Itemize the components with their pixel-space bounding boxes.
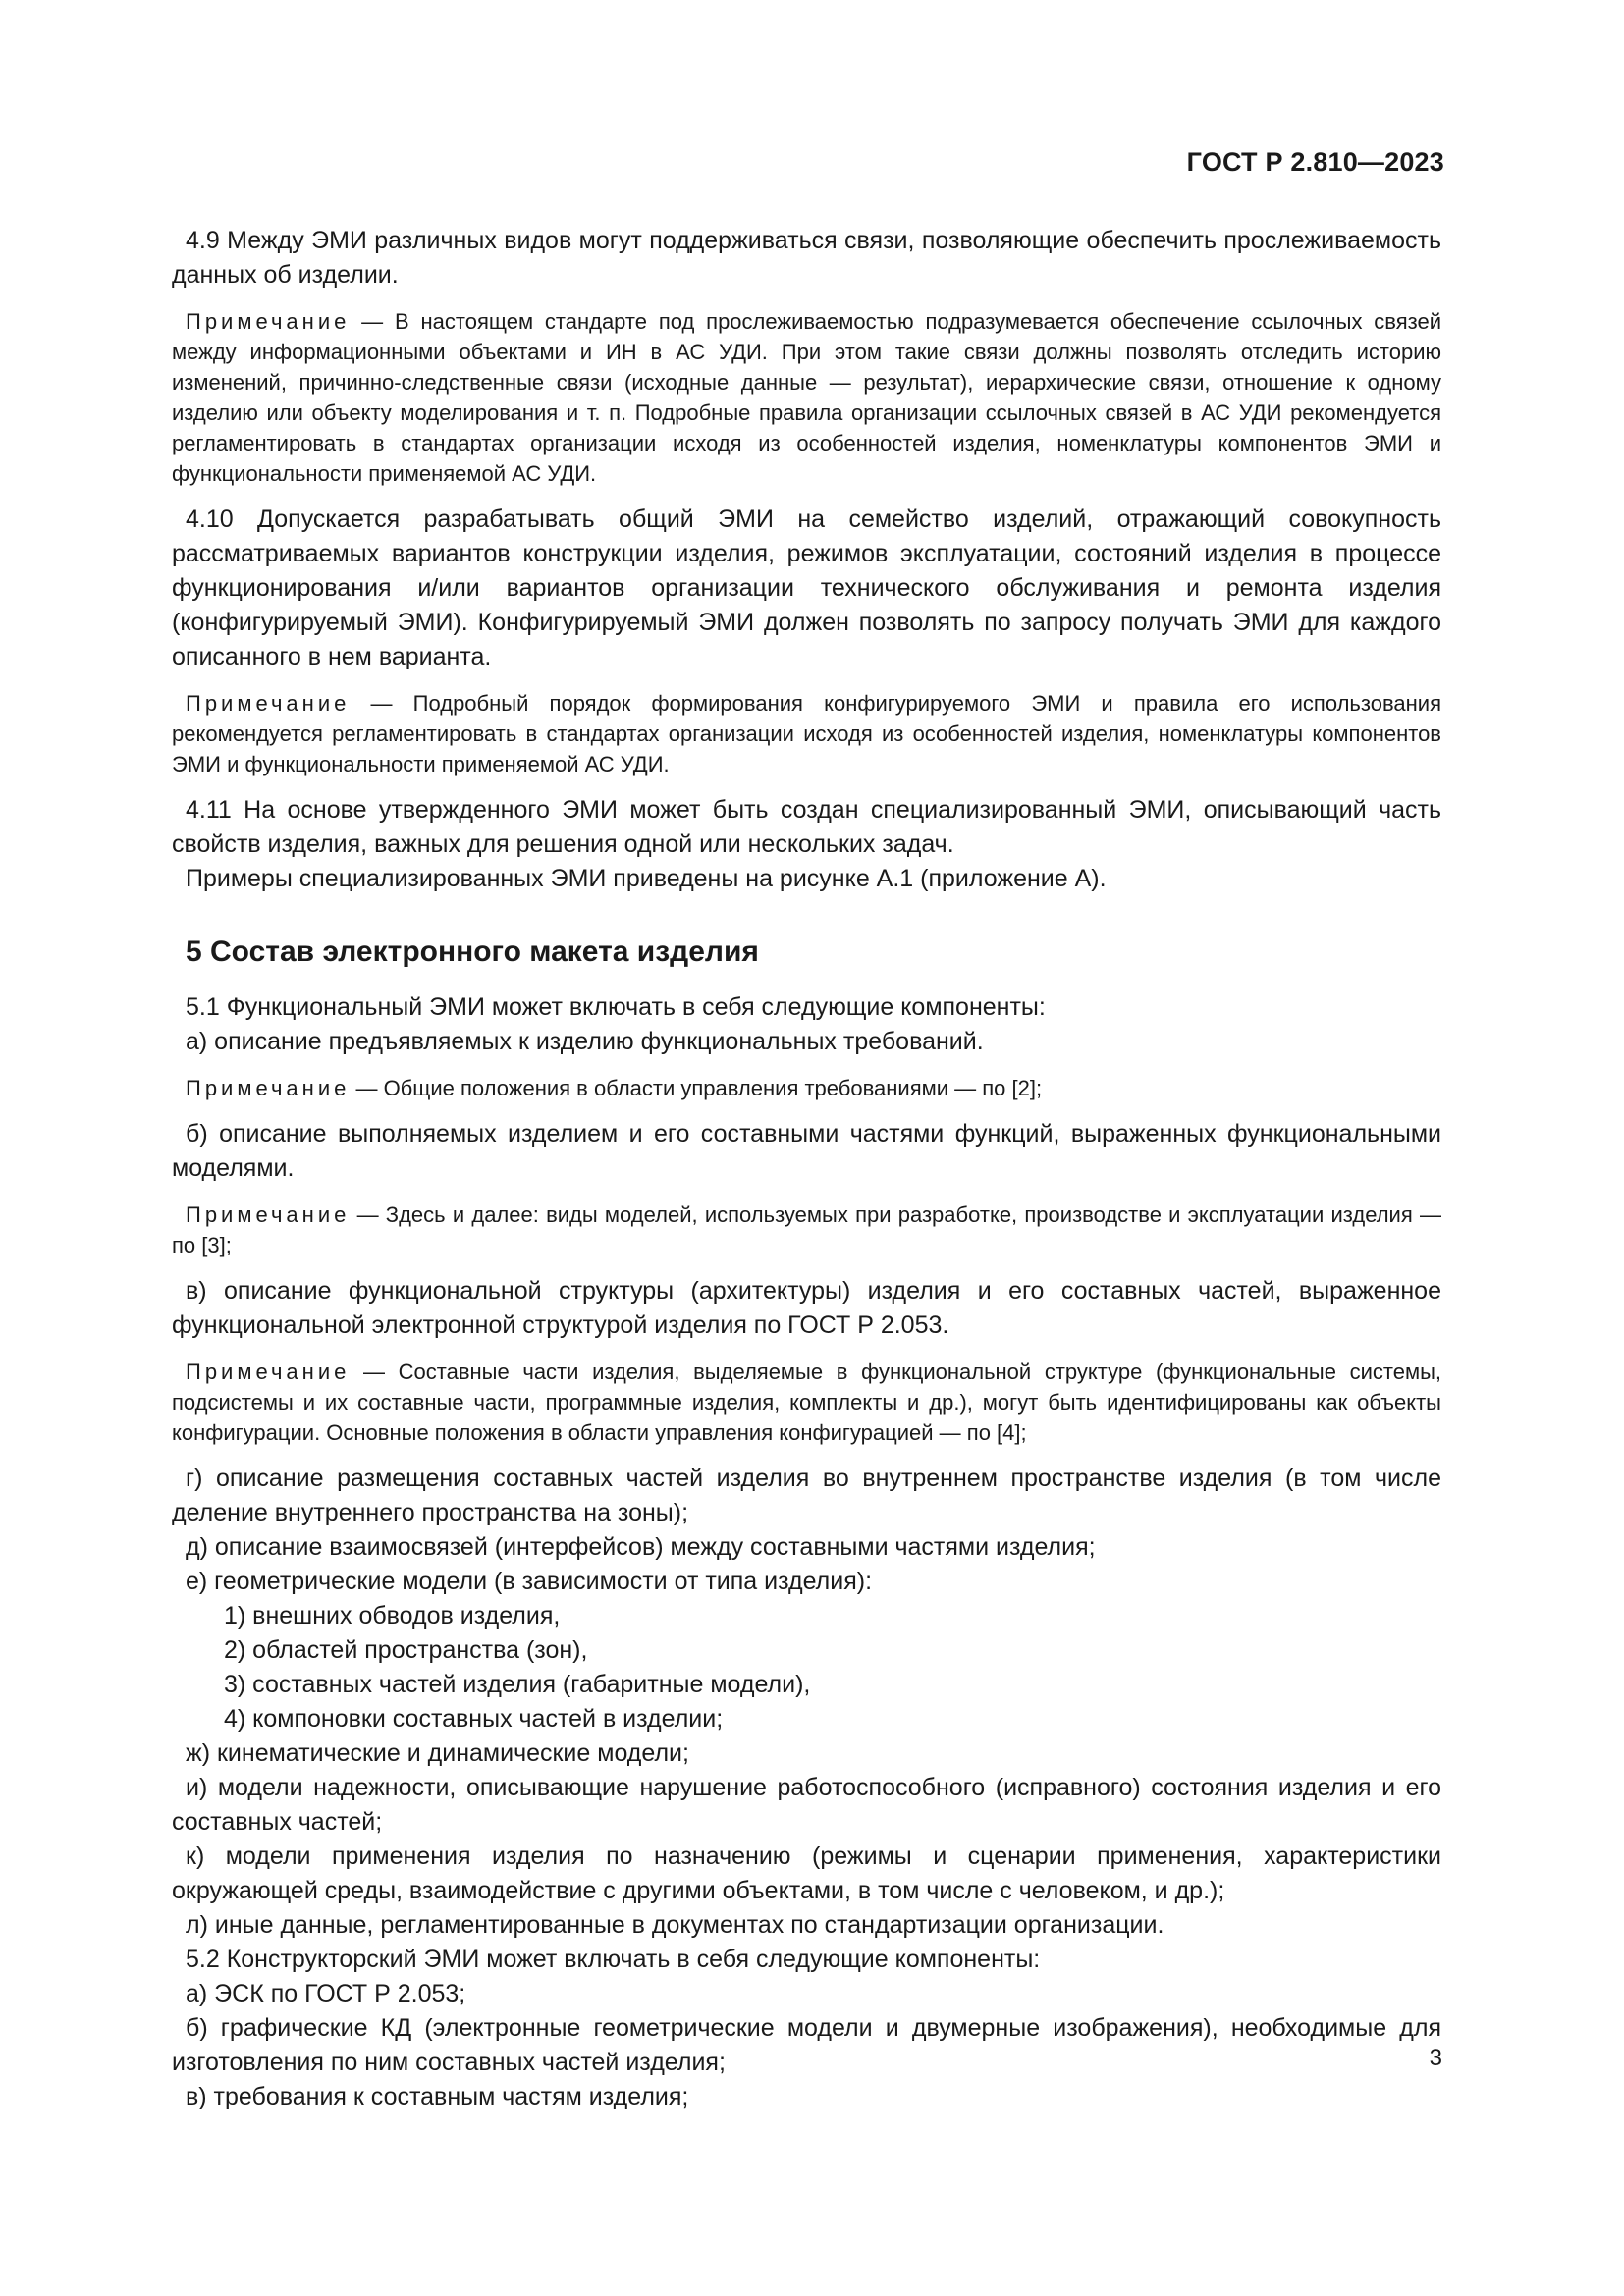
note-text: — В настоящем стандарте под прослеживаемостью подразумевается обеспечение ссылочных связей между информационными объектами и ИН в АС УДИ. При этом такие связи должны позволять отследить историю изменений, причинно-следственные связи (исходные данные — результат), иерархические связи, отношение к одному изделию или объекту моделирования и т. п. Подробные правила организации ссылочных связей в АС УДИ рекомендуется регламентировать в стандартах организации исходя из особенностей изделия, номенклатуры компонентов ЭМИ и функциональности применяемой АС УДИ. [172, 309, 1441, 486]
note-4-10 [172, 688, 1441, 779]
note-text: — Составные части изделия, выделяемые в функциональной структуре (функциональные системы, подсистемы и их составные части, программные изделия, комплекты и др.), могут быть идентифицированы как объекты конфигурации. Основные положения в области управления конфигурацией — по [4]; [172, 1360, 1441, 1445]
clause-5-1-d: д) описание взаимосвязей (интерфейсов) между составными частями изделия; [186, 1533, 1096, 1561]
note-4-9 [172, 306, 1441, 489]
note-text: — Здесь и далее: виды моделей, используемых при разработке, производстве и эксплуатации изделия — по [3]; [172, 1202, 1441, 1257]
note-label: Примечание [186, 691, 351, 716]
clause-5-2: 5.2 Конструкторский ЭМИ может включать в себя следующие компоненты: [186, 1946, 1041, 1973]
clause-5-2-a: а) ЭСК по ГОСТ Р 2.053; [186, 1980, 466, 2007]
clause-5-1-v: в) описание функциональной структуры (архитектуры) изделия и его составных частей, выраженное функциональной электронной структурой изделия по ГОСТ Р 2.053. [172, 1277, 1441, 1339]
note-label: Примечание [186, 1202, 351, 1227]
clause-5-1-i: и) модели надежности, описывающие нарушение работоспособного (исправного) состояния изделия и его составных частей; [172, 1774, 1441, 1836]
clause-4-9: 4.9 Между ЭМИ различных видов могут поддерживаться связи, позволяющие обеспечить прослеживаемость данных об изделии. [172, 227, 1441, 289]
note-5-1-v [172, 1357, 1441, 1448]
clause-5-1-b: б) описание выполняемых изделием и его составными частями функций, выраженных функциональными моделями. [172, 1120, 1441, 1182]
clause-5-1-k: к) модели применения изделия по назначению (режимы и сценарии применения, характеристики окружающей среды, взаимодействие с другими объектами, в том числе с человеком, и др.); [172, 1842, 1441, 1904]
clause-5-2-v: в) требования к составным частям изделия; [186, 2083, 689, 2110]
section-5-title: 5 Состав электронного макета изделия [186, 935, 759, 968]
clause-5-1-g: г) описание размещения составных частей изделия во внутреннем пространстве изделия (в том числе деление внутреннего пространства на зоны); [172, 1465, 1441, 1526]
clause-5-1-e-4: 4) компоновки составных частей в изделии; [224, 1705, 724, 1733]
clause-5-1-zh: ж) кинематические и динамические модели; [186, 1739, 689, 1767]
note-5-1-a [172, 1073, 1441, 1103]
clause-5-1-l: л) иные данные, регламентированные в документах по стандартизации организации. [186, 1911, 1164, 1939]
document-code-header: ГОСТ Р 2.810—2023 [1186, 147, 1444, 177]
page-number: 3 [1429, 2045, 1442, 2071]
note-label: Примечание [186, 1360, 351, 1384]
note-5-1-b [172, 1200, 1441, 1260]
note-label: Примечание [186, 309, 351, 334]
note-text: — Общие положения в области управления требованиями — по [2]; [350, 1076, 1043, 1100]
clause-5-1-e: е) геометрические модели (в зависимости от типа изделия): [186, 1568, 873, 1595]
clause-5-1-e-1: 1) внешних обводов изделия, [224, 1602, 561, 1629]
page-content [172, 224, 1441, 2114]
note-label: Примечание [186, 1076, 351, 1100]
clause-5-1: 5.1 Функциональный ЭМИ может включать в себя следующие компоненты: [186, 993, 1046, 1021]
note-text: — Подробный порядок формирования конфигурируемого ЭМИ и правила его использования рекомендуется регламентировать в стандартах организации исходя из особенностей изделия, номенклатуры компонентов ЭМИ и функциональности применяемой АС УДИ. [172, 691, 1441, 776]
clause-4-11: 4.11 На основе утвержденного ЭМИ может быть создан специализированный ЭМИ, описывающий часть свойств изделия, важных для решения одной или нескольких задач. [172, 796, 1441, 858]
clause-5-1-e-2: 2) областей пространства (зон), [224, 1636, 588, 1664]
clause-4-10: 4.10 Допускается разрабатывать общий ЭМИ на семейство изделий, отражающий совокупность рассматриваемых вариантов конструкции изделия, режимов эксплуатации, состояний изделия в процессе функционирования и/или вариантов организации технического обслуживания и ремонта изделия (конфигурируемый ЭМИ). Конфигурируемый ЭМИ должен позволять по запросу получать ЭМИ для каждого описанного в нем варианта. [172, 506, 1441, 670]
clause-5-1-e-3: 3) составных частей изделия (габаритные модели), [224, 1671, 811, 1698]
clause-5-1-a: а) описание предъявляемых к изделию функциональных требований. [186, 1028, 984, 1055]
clause-4-11-examples: Примеры специализированных ЭМИ приведены на рисунке А.1 (приложение А). [186, 865, 1107, 892]
clause-5-2-b: б) графические КД (электронные геометрические модели и двумерные изображения), необходимые для изготовления по ним составных частей изделия; [172, 2014, 1441, 2076]
